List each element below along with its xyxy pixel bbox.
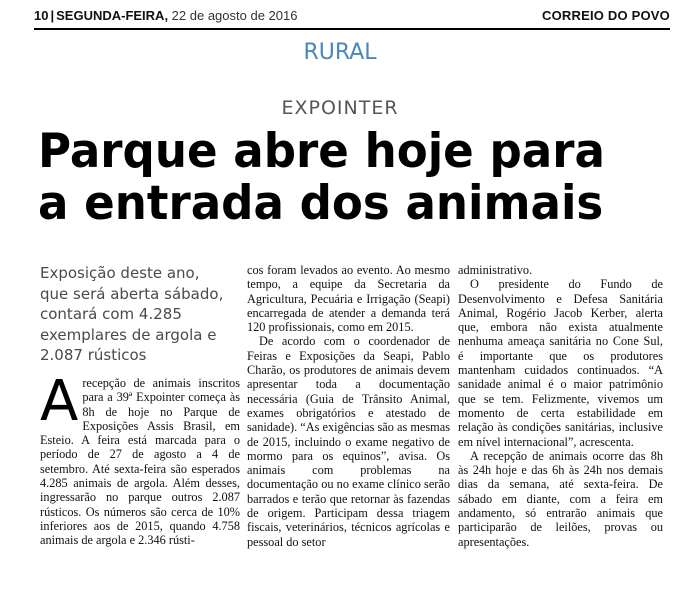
drop-cap: A [40, 369, 79, 434]
deck-line: Exposição deste ano, [40, 264, 200, 282]
body-column-2 [247, 263, 450, 549]
header-weekday: SEGUNDA-FEIRA, [56, 8, 169, 23]
deck-line: que será aberta sábado, [40, 284, 224, 303]
header-left [34, 8, 297, 23]
deck-line: exemplares de argola e [40, 325, 217, 344]
body-paragraph: recepção de animais inscritos para a 39ª Expointer começa às 8h de hoje no Parque de Exposições Assis Brasil, em Esteio. A feira está marcada para o período de 27 de agosto a 4 de setembro. Até sexta-feira são esperados 4.285 animais de argola. Além desses, ingressarão no parque outros 2.087 rústicos. Os números são cerca de 10% inferiores aos de 2015, quando 4.758 animais de argola e 2.346 rústi- [40, 376, 240, 548]
page-header [34, 4, 670, 30]
body-paragraph: De acordo com o coordenador de Feiras e Exposições da Seapi, Pablo Charão, os produtores de animais devem apresentar toda a documentação necessária (Guia de Trânsito Animal, exames obrigatórios e atestado de sanidade). “As exigências são as mesmas de 2015, incluindo o exame negativo de mormo para os equinos”, avisa. Os animais com problemas na documentação ou no exame clínico serão barrados e terão que retornar às fazendas de origem. Participam dessa triagem fiscais, veterinários, técnicos agrícolas e pessoal do setor [247, 334, 450, 549]
header-date: 22 de agosto de 2016 [168, 8, 298, 23]
body-paragraph: O presidente do Fundo de Desenvolvimento e Defesa Sanitária Animal, Rogério Jacob Kerber, alerta que, embora não exista atualmente nenhuma ameaça sanitária no Cone Sul, é importante que os produtores mantenham cuidados continuados. “A sanidade animal é o maior patrimônio que se tem. Felizmente, vivemos um momento de certa estabilidade em relação às condições sanitárias, inclusive em nível internacional”, acrescenta. [458, 277, 663, 449]
body-paragraph: A recepção de animais ocorre das 8h às 24h hoje e das 6h às 24h nos demais dias da semana, até sexta-feira. De sábado em diante, com a feira em andamento, só entrarão animais que participarão de leilões, provas ou apresentações. [458, 448, 663, 549]
section-title: RURAL [303, 40, 377, 65]
deck-line: contará com 4.285 [40, 305, 182, 323]
article-headline [38, 126, 633, 230]
headline-line-1: Parque abre hoje para [38, 124, 605, 179]
headline-line-2: a entrada dos animais [38, 176, 604, 231]
body-paragraph: cos foram levados ao evento. Ao mesmo tempo, a equipe da Secretaria da Agricultura, Pecuária e Irrigação (Seapi) encarregada de atender a demanda terá 120 profissionais, como em 2015. [247, 263, 450, 335]
body-column-1 [40, 369, 240, 548]
deck-line: 2.087 rústicos [40, 346, 147, 364]
page-number: 10 [34, 8, 49, 23]
body-paragraph: administrativo. [458, 263, 533, 277]
article-kicker: EXPOINTER [281, 97, 399, 119]
header-separator: | [50, 8, 55, 23]
article-deck [40, 263, 240, 366]
body-column-3 [458, 263, 663, 549]
newspaper-name: CORREIO DO POVO [542, 8, 670, 23]
